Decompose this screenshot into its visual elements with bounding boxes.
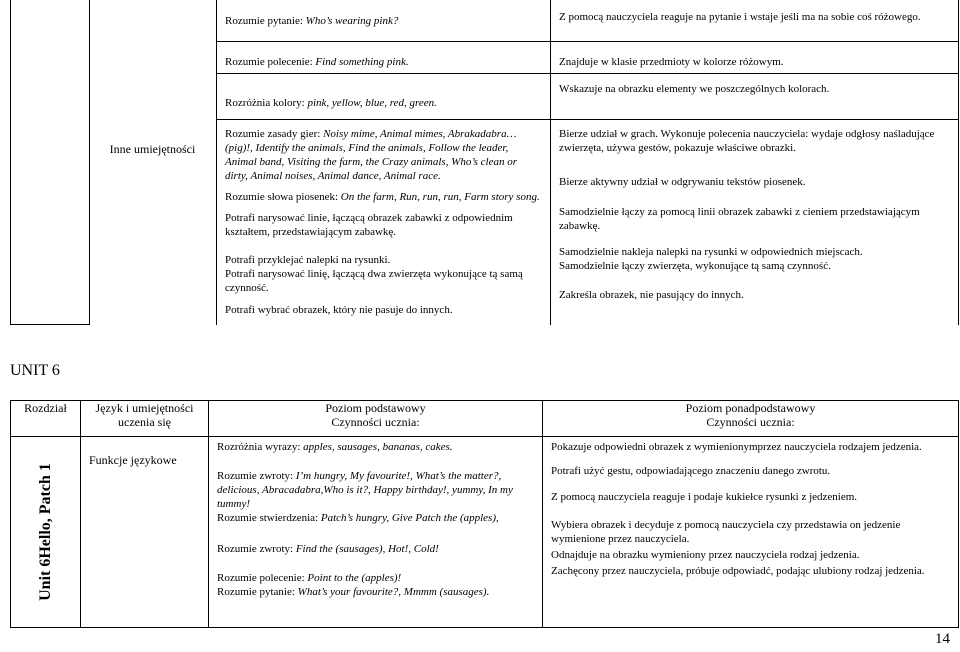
advanced-cell: Wskazuje na obrazku elementy we poszczególnych kolorach. [551,74,959,120]
basic-entry: Rozumie słowa piosenek: On the farm, Run, run, run, Farm story song. [225,191,540,203]
advanced-entry: Zakreśla obrazek, nie pasujący do innych. [559,289,744,301]
top-table [10,0,959,325]
basic-cell: Rozumie polecenie: Find something pink. [217,42,551,74]
advanced-entry: Wybiera obrazek i decyduje z pomocą nauczyciela czy przedstawia on jedzenie wymienione przez nauczyciela. [551,519,901,545]
basic-entry: Rozumie pytanie: What’s your favourite?, Mmmm (sausages). [217,586,490,598]
basic-entry: Rozumie zwroty: Find the (sausages), Hot!, Cold! [217,543,439,555]
basic-entry: Potrafi wybrać obrazek, który nie pasuje do innych. [225,304,453,316]
advanced-entry: Samodzielnie łączy za pomocą linii obrazek zabawki z cieniem przedstawiającym zabawkę. [559,206,920,232]
basic-entry: Potrafi narysować linie, łączącą obrazek zabawki z odpowiednim kształtem, przedstawiającym zabawkę. [225,212,513,238]
basic-entry: Rozumie zasady gier: Noisy mime, Animal mimes, Abrakadabra… (pig)!, Identify the animals, Find the animals, Follow the leader, Animal band, Visiting the farm, the Crazy animals, Who’s clean or dirty, Animal noises, Animal dance, Animal race. [225,128,517,182]
chapter-cell [11,437,81,628]
header-advanced: Poziom ponadpodstawowy Czynności ucznia: [543,401,959,437]
advanced-cell [551,120,959,325]
unit-title: UNIT 6 [10,362,60,379]
basic-entry: Rozumie polecenie: Point to the (apples)! [217,572,402,584]
header-language: Język i umiejętności uczenia się [81,401,209,437]
basic-entry: Potrafi narysować linię, łączącą dwa zwierzęta wykonujące tą samą czynność. [225,268,523,294]
advanced-cell: Znajduje w klasie przedmioty w kolorze różowym. [551,42,959,74]
advanced-entry: Potrafi użyć gestu, odpowiadającego znaczeniu danego zwrotu. [551,465,831,477]
top-language-col [90,0,217,325]
advanced-entry: Bierze aktywny udział w odgrywaniu tekstów piosenek. [559,176,806,188]
advanced-cell [543,437,959,628]
advanced-entry: Samodzielnie nakleja nalepki na rysunki w odpowiednich miejscach. [559,246,863,258]
basic-entry: Rozróżnia wyrazy: apples, sausages, bananas, cakes. [217,441,453,453]
header-chapter: Rozdział [11,401,81,437]
page-number: 14 [935,631,950,647]
basic-cell: Rozróżnia kolory: pink, yellow, blue, red, green. [217,74,551,120]
advanced-cell: Z pomocą nauczyciela reaguje na pytanie i wstaje jeśli ma na sobie coś różowego. [551,0,959,42]
basic-cell: Rozumie pytanie: Who’s wearing pink? [217,0,551,42]
advanced-entry: Bierze udział w grach. Wykonuje polecenia nauczyciela: wydaje odgłosy naśladujące zwierzęta, używa gestów, pokazuje właściwe obrazki. [559,128,935,154]
basic-entry: Rozumie zwroty: I’m hungry, My favourite!, What’s the matter?, delicious, Abracadabra,Who is it?, Happy birthday!, yummy, In my tummy! [217,470,513,510]
language-cell: Funkcje językowe [81,437,209,628]
advanced-entry: Zachęcony przez nauczyciela, próbuje odpowiadć, podając ulubiony rodzaj jedzenia. [551,565,925,577]
advanced-entry: Samodzielnie łączy zwierzęta, wykonujące tą samą czynność. [559,260,831,272]
chapter-name: Unit 6Hello, Patch 1 [36,463,54,601]
basic-cell [217,120,551,325]
top-chapter-col [11,0,90,325]
advanced-entry: Z pomocą nauczyciela reaguje i podaje kukiełce rysunki z jedzeniem. [551,491,858,503]
advanced-entry: Pokazuje odpowiedni obrazek z wymienionymprzez nauczyciela rodzajem jedzenia. [551,441,922,453]
basic-entry: Rozumie stwierdzenia: Patch’s hungry, Give Patch the (apples), [217,512,499,524]
basic-cell [209,437,543,628]
basic-entry: Potrafi przyklejać nalepki na rysunki. [225,254,391,266]
unit-table [10,400,959,628]
advanced-entry: Odnajduje na obrazku wymieniony przez nauczyciela rodzaj jedzenia. [551,549,860,561]
header-basic: Poziom podstawowy Czynności ucznia: [209,401,543,437]
other-skills-label: Inne umiejętności [109,142,196,156]
